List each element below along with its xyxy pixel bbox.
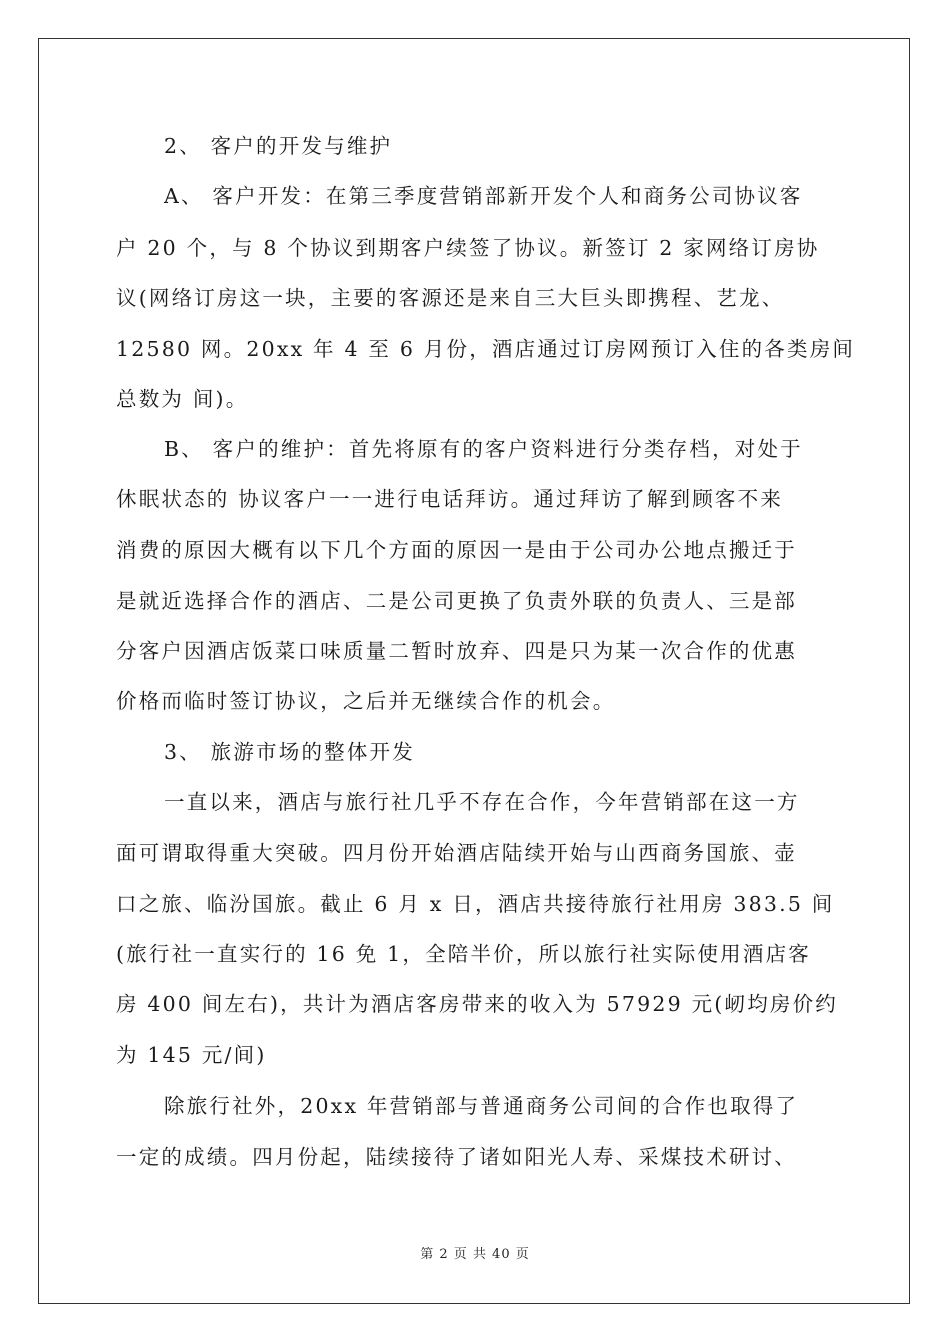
paragraph-line: B、 客户的维护：首先将原有的客户资料进行分类存档，对处于 [164,437,803,461]
paragraph-line: 户 20 个，与 8 个协议到期客户续签了协议。新签订 2 家网络订房协 [116,236,820,260]
paragraph-line: 口之旅、临汾国旅。截止 6 月 x 日，酒店共接待旅行社用房 383.5 间 [116,892,835,916]
paragraph-line: 一定的成绩。四月份起，陆续接待了诸如阳光人寿、采煤技术研讨、 [116,1145,797,1169]
page-number-footer: 第 2 页 共 40 页 [420,1247,530,1262]
section-heading-2: 2、 客户的开发与维护 [164,134,393,158]
paragraph-line: 议(网络订房这一块，主要的客源还是来自三大巨头即携程、艺龙、 [116,286,785,310]
paragraph-line: (旅行社一直实行的 16 免 1，全陪半价，所以旅行社实际使用酒店客 [116,942,811,966]
paragraph-line: 消费的原因大概有以下几个方面的原因一是由于公司办公地点搬迁于 [116,538,797,562]
paragraph-line: 休眠状态的 协议客户一一进行电话拜访。通过拜访了解到顾客不来 [116,487,784,511]
paragraph-line: 为 145 元/间) [116,1043,267,1067]
paragraph-line: 12580 网。20xx 年 4 至 6 月份，酒店通过订房网预订入住的各类房间 [116,337,856,361]
paragraph-line: 总数为 间)。 [116,387,249,411]
paragraph-line: 价格而临时签订协议，之后并无继续合作的机会。 [116,689,616,713]
paragraph-line: 面可谓取得重大突破。四月份开始酒店陆续开始与山西商务国旅、壶 [116,841,797,865]
paragraph-line: A、 客户开发：在第三季度营销部新开发个人和商务公司协议客 [164,184,803,208]
paragraph-line: 除旅行社外，20xx 年营销部与普通商务公司间的合作也取得了 [164,1094,799,1118]
paragraph-line: 一直以来，酒店与旅行社几乎不存在合作，今年营销部在这一方 [164,790,800,814]
paragraph-line: 分客户因酒店饭菜口味质量二暂时放弃、四是只为某一次合作的优惠 [116,639,797,663]
paragraph-line: 房 400 间左右)，共计为酒店客房带来的收入为 57929 元(屻均房价约 [116,992,839,1016]
paragraph-line: 是就近选择合作的酒店、二是公司更换了负责外联的负责人、三是部 [116,589,797,613]
section-heading-3: 3、 旅游市场的整体开发 [164,740,415,764]
